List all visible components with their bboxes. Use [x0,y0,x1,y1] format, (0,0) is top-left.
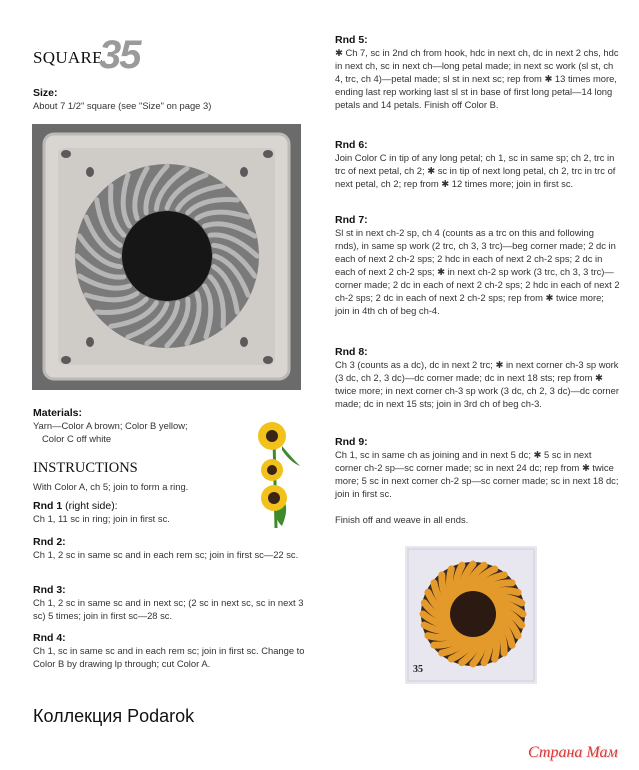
color-thumbnail [405,546,537,684]
finish-block [335,513,620,526]
watermark-logo: Страна Мам [528,744,618,761]
materials-heading: Materials: [33,407,83,419]
round-1 [33,500,313,525]
instructions-intro: With Color A, ch 5; join to form a ring. [33,481,189,492]
round-4 [33,632,313,670]
instructions-intro-block [33,480,313,493]
size-heading: Size: [33,87,58,99]
round-8 [335,346,620,410]
round-label: Rnd 2: [33,536,66,548]
instructions-heading: INSTRUCTIONS [33,460,138,476]
round-label: Rnd 7: [335,214,368,226]
sunflower-square-image [405,546,537,684]
thumbnail-number: 35 [413,664,423,675]
round-text: Ch 1, sc in same sc and in each rem sc; join in first sc. Change to Color B by drawing lp through; cut Color A. [33,645,305,669]
round-text: Ch 1, sc in same ch as joining and in next 5 dc; ✱ 5 sc in next corner ch-2 sp—sc corner made; sc in next 24 dc; rep from ✱ twice more; 5 sc in next corner ch-2 sp—sc corner made; sc in next 18 dc; join in first sc. [335,449,619,499]
round-text: Sl st in next ch-2 sp, ch 4 (counts as a trc on this and following rnds), in same sp work (2 trc, ch 3, 3 trc)—beg corner made; 2 dc in each of next 2 ch-2 sps; 2 hdc in each of next 2 ch-2 sps; 2 dc in each of next 2 ch-2 sps; ✱ in next ch-2 sp work (3 trc, ch 3, 3 trc)—corner made; 2 dc in each of next 2 ch-2 sps; 2 hdc in each of next 2 ch-2 sps; 2 dc in each of next 2 ch-2 sps; rep from ✱ twice more; join in 4th ch of beg ch-4. [335,227,620,316]
round-9 [335,436,620,500]
pattern-title: SQUARE [33,48,103,67]
round-text: Ch 1, 2 sc in same sc and in each rem sc; join in first sc—22 sc. [33,549,299,560]
round-text: Join Color C in tip of any long petal; ch 1, sc in same sp; ch 2, trc in trc of next petal, ch 2; ✱ sc in tip of next long petal, ch 2, trc in trc of next petal, ch 2; rep from ✱ 12 times more; join in first sc. [335,152,616,189]
collection-caption: Коллекция Podarok [33,706,195,726]
round-note: (right side): [62,500,118,512]
round-label: Rnd 3: [33,584,66,596]
finish-text: Finish off and weave in all ends. [335,514,469,525]
round-label: Rnd 6: [335,139,368,151]
materials-line2: Color C off white [42,433,112,444]
round-text: Ch 1, 11 sc in ring; join in first sc. [33,513,170,524]
square-photo [32,124,301,390]
materials-line1: Yarn—Color A brown; Color B yellow; [33,420,188,431]
round-text: Ch 3 (counts as a dc), dc in next 2 trc; ✱ in next corner ch-3 sp work (3 dc, ch 2, 3 dc)—dc corner made; dc in next 18 sts; rep from ✱ twice more; in next corner ch-3 sp work (3 dc, ch 2, 3 dc)—dc corner made; dc in next 15 sts; join in 3rd ch of beg ch-3. [335,359,619,409]
round-label: Rnd 1 [33,500,63,512]
round-6 [335,139,620,190]
round-label: Rnd 4: [33,632,66,644]
round-label: Rnd 5: [335,34,368,46]
round-label: Rnd 8: [335,346,368,358]
pattern-number: 35 [99,33,140,77]
round-7 [335,214,620,317]
round-3 [33,584,313,622]
round-label: Rnd 9: [335,436,368,448]
size-text: About 7 1/2" square (see "Size" on page 3) [33,100,212,111]
round-text: ✱ Ch 7, sc in 2nd ch from hook, hdc in next ch, dc in next 2 chs, hdc in next ch, sc in next ch—long petal made; in next sc work (sl st, ch 4, trc, ch 4)—petal made; sl st in next sc; rep from ✱ 13 times more, ending last rep working last sl st in base of first long petal—14 long petals and 14 petals. Finish off Color B. [335,47,619,110]
round-5 [335,34,620,111]
round-2 [33,536,313,561]
crochet-square-image [32,124,301,390]
round-text: Ch 1, 2 sc in same sc and in next sc; (2 sc in next sc, sc in next 3 sc) 5 times; join in first sc—28 sc. [33,597,304,621]
size-section [33,87,313,112]
